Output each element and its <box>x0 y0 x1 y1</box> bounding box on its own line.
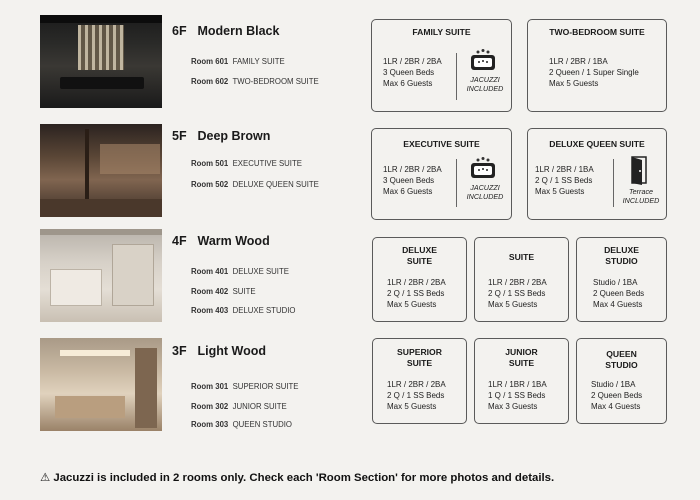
room-301: Room 301 SUPERIOR SUITE <box>191 382 299 391</box>
feature-label: JACUZZI INCLUDED <box>466 183 504 201</box>
room-303: Room 303 QUEEN STUDIO <box>191 420 292 429</box>
card-guests: Max 5 Guests <box>535 187 585 196</box>
card-family-suite <box>371 19 512 112</box>
room-501: Room 501 EXECUTIVE SUITE <box>191 159 302 168</box>
card-beds: 2 Q / 1 SS Beds <box>387 289 445 298</box>
card-title: SUITE <box>508 252 535 262</box>
card-layout: 1LR / 2BR / 2BA <box>383 57 442 66</box>
terrace-door-icon <box>630 155 650 185</box>
room-401: Room 401 DELUXE SUITE <box>191 267 289 276</box>
card-layout: Studio / 1BA <box>593 278 638 287</box>
card-guests: Max 4 Guests <box>591 402 641 411</box>
card-guests: Max 5 Guests <box>488 300 538 309</box>
card-layout: 1LR / 2BR / 1BA <box>535 165 594 174</box>
card-title: FAMILY SUITE <box>412 27 471 37</box>
card-title: DELUXE QUEEN SUITE <box>549 139 645 149</box>
card-superior-suite <box>372 338 467 424</box>
card-layout: 1LR / 2BR / 2BA <box>488 278 547 287</box>
card-title: EXECUTIVE SUITE <box>403 139 480 149</box>
card-title: SUPERIOR SUITE <box>397 347 442 368</box>
card-layout: 1LR / 2BR / 2BA <box>387 278 446 287</box>
feature-label: Terrace INCLUDED <box>622 187 660 205</box>
card-deluxe-queen-suite <box>527 128 667 220</box>
card-deluxe-studio <box>576 237 667 322</box>
card-guests: Max 3 Guests <box>488 402 538 411</box>
card-layout: 1LR / 1BR / 1BA <box>488 380 547 389</box>
card-layout: 1LR / 2BR / 2BA <box>383 165 442 174</box>
photo-6f-modern-black <box>40 15 162 108</box>
feature-label: JACUZZI INCLUDED <box>466 75 504 93</box>
card-suite <box>474 237 569 322</box>
card-guests: Max 5 Guests <box>387 402 437 411</box>
card-layout: 1LR / 2BR / 1BA <box>549 57 608 66</box>
card-beds: 3 Queen Beds <box>383 68 435 77</box>
jacuzzi-icon <box>469 48 497 72</box>
card-layout: Studio / 1BA <box>591 380 636 389</box>
card-executive-suite <box>371 128 512 220</box>
card-title: TWO-BEDROOM SUITE <box>549 27 645 37</box>
card-title: DELUXE STUDIO <box>604 245 639 266</box>
card-beds: 3 Queen Beds <box>383 176 435 185</box>
card-queen-studio <box>576 338 667 424</box>
floor-3f-title: 3F Light Wood <box>172 344 266 358</box>
card-guests: Max 6 Guests <box>383 187 433 196</box>
card-guests: Max 4 Guests <box>593 300 643 309</box>
card-guests: Max 5 Guests <box>549 79 599 88</box>
photo-3f-light-wood <box>40 338 162 431</box>
card-beds: 2 Q / 1 SS Beds <box>387 391 445 400</box>
room-502: Room 502 DELUXE QUEEN SUITE <box>191 180 319 189</box>
card-two-bedroom-suite <box>527 19 667 112</box>
card-deluxe-suite <box>372 237 467 322</box>
card-title: DELUXE SUITE <box>402 245 437 266</box>
card-guests: Max 5 Guests <box>387 300 437 309</box>
card-guests: Max 6 Guests <box>383 79 433 88</box>
card-junior-suite <box>474 338 569 424</box>
card-beds: 2 Queen / 1 Super Single <box>549 68 639 77</box>
card-beds: 2 Queen Beds <box>591 391 643 400</box>
card-title: QUEEN STUDIO <box>605 349 638 370</box>
card-beds: 2 Q / 1 SS Beds <box>535 176 593 185</box>
floor-5f-title: 5F Deep Brown <box>172 129 271 143</box>
jacuzzi-icon <box>469 156 497 180</box>
room-602: Room 602 TWO-BEDROOM SUITE <box>191 77 319 86</box>
photo-4f-warm-wood <box>40 229 162 322</box>
card-layout: 1LR / 2BR / 2BA <box>387 380 446 389</box>
floor-4f-title: 4F Warm Wood <box>172 234 270 248</box>
room-402: Room 402 SUITE <box>191 287 256 296</box>
card-title: JUNIOR SUITE <box>505 347 538 368</box>
card-beds: 2 Q / 1 SS Beds <box>488 289 546 298</box>
room-601: Room 601 FAMILY SUITE <box>191 57 285 66</box>
jacuzzi-note: ⚠ Jacuzzi is included in 2 rooms only. Check each 'Room Section' for more photos and details. <box>40 472 555 484</box>
card-beds: 1 Q / 1 SS Beds <box>488 391 546 400</box>
room-403: Room 403 DELUXE STUDIO <box>191 306 296 315</box>
room-302: Room 302 JUNIOR SUITE <box>191 402 287 411</box>
floor-6f-title: 6F Modern Black <box>172 24 280 38</box>
card-beds: 2 Queen Beds <box>593 289 645 298</box>
photo-5f-deep-brown <box>40 124 162 217</box>
